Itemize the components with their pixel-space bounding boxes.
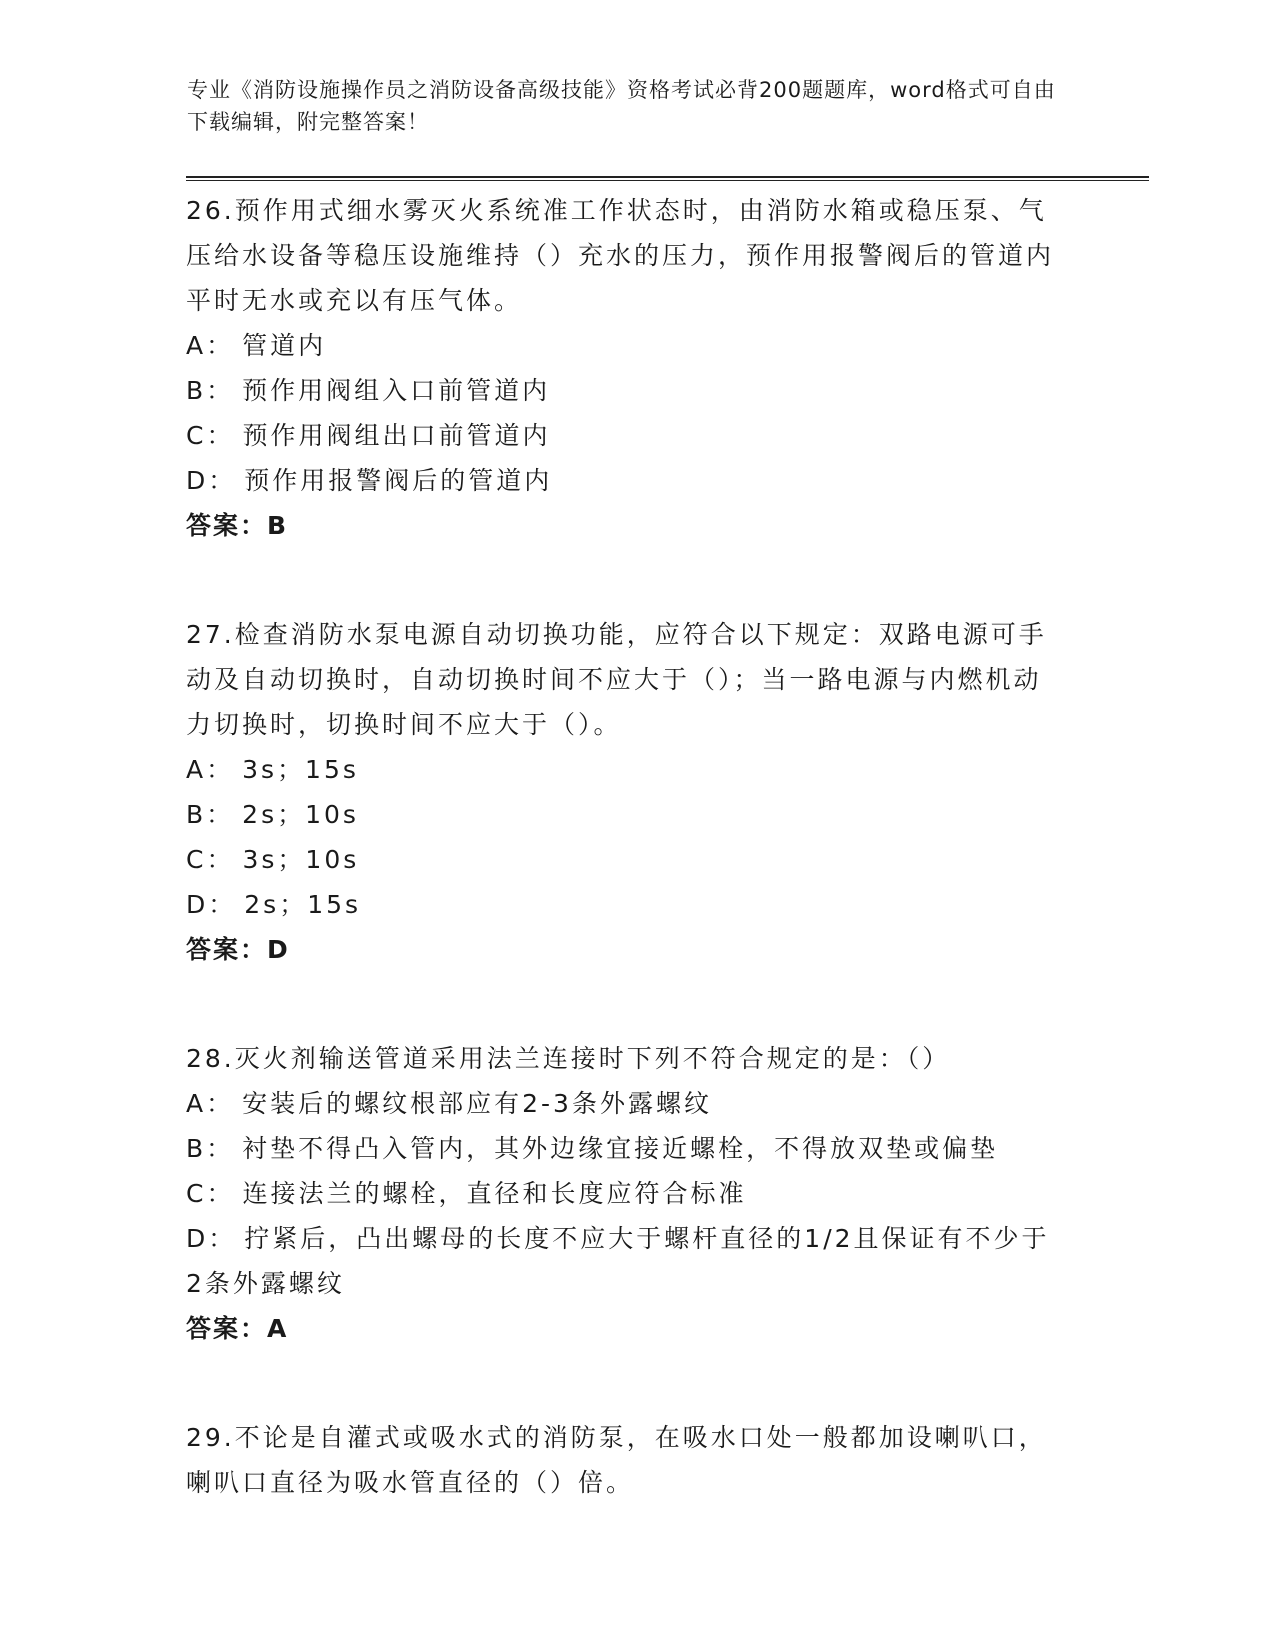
option-list	[186, 1081, 1086, 1306]
option-separator: ：	[206, 331, 235, 360]
question-29	[186, 1415, 1086, 1505]
question-28	[186, 1036, 1086, 1351]
option-text: 2s；15s	[244, 890, 362, 919]
option-letter: C	[186, 845, 207, 874]
option-c	[186, 837, 1066, 882]
option-letter: B	[186, 1134, 207, 1163]
option-d	[186, 882, 1066, 927]
answer-label: 答案：	[186, 935, 268, 964]
header-divider	[186, 176, 1149, 181]
option-d	[186, 458, 1066, 503]
option-separator: ：	[208, 466, 237, 495]
option-letter: B	[186, 800, 207, 829]
option-letter: A	[186, 331, 207, 360]
option-letter: D	[186, 466, 209, 495]
option-text: 衬垫不得凸入管内，其外边缘宜接近螺栓，不得放双垫或偏垫	[242, 1134, 999, 1163]
option-separator: ：	[206, 1134, 235, 1163]
answer-value: B	[267, 511, 289, 540]
answer-value: A	[267, 1314, 289, 1343]
answer-label: 答案：	[186, 1314, 268, 1343]
option-separator: ：	[208, 1224, 237, 1253]
option-text: 3s；10s	[242, 845, 360, 874]
option-text: 预作用报警阀后的管道内	[244, 466, 553, 495]
option-d	[186, 1216, 1066, 1306]
question-text: 29.不论是自灌式或吸水式的消防泵，在吸水口处一般都加设喇叭口，喇叭口直径为吸水管直径的（）倍。	[186, 1423, 1047, 1497]
option-separator: ：	[206, 1089, 235, 1118]
question-text: 28.灭火剂输送管道采用法兰连接时下列不符合规定的是：（）	[186, 1044, 951, 1073]
question-text: 27.检查消防水泵电源自动切换功能，应符合以下规定：双路电源可手动及自动切换时，自动切换时间不应大于（）；当一路电源与内燃机动力切换时，切换时间不应大于（）。	[186, 620, 1047, 739]
question-text: 26.预作用式细水雾灭火系统准工作状态时，由消防水箱或稳压泵、气压给水设备等稳压设施维持（）充水的压力，预作用报警阀后的管道内平时无水或充以有压气体。	[186, 196, 1055, 315]
option-letter: D	[186, 1224, 209, 1253]
option-separator: ：	[206, 755, 235, 784]
option-letter: C	[186, 1179, 207, 1208]
question-26	[186, 188, 1086, 548]
option-text: 安装后的螺纹根部应有2-3条外露螺纹	[242, 1089, 712, 1118]
page-header	[187, 74, 1067, 138]
option-separator: ：	[206, 421, 235, 450]
option-separator: ：	[206, 800, 235, 829]
option-c	[186, 413, 1066, 458]
question-27	[186, 612, 1086, 972]
option-b	[186, 368, 1066, 413]
option-b	[186, 1126, 1066, 1171]
answer-label: 答案：	[186, 511, 268, 540]
option-letter: B	[186, 376, 207, 405]
option-letter: D	[186, 890, 209, 919]
option-separator: ：	[208, 890, 237, 919]
option-text: 3s；15s	[242, 755, 359, 784]
answer-line	[186, 503, 1086, 548]
option-separator: ：	[206, 376, 235, 405]
answer-value: D	[267, 935, 290, 964]
option-text: 连接法兰的螺栓，直径和长度应符合标准	[242, 1179, 747, 1208]
option-separator: ：	[206, 1179, 235, 1208]
answer-line	[186, 927, 1086, 972]
option-b	[186, 792, 1066, 837]
option-letter: A	[186, 755, 207, 784]
header-text: 专业《消防设施操作员之消防设备高级技能》资格考试必背200题题库，word格式可自由下载编辑，附完整答案！	[187, 78, 1056, 134]
option-c	[186, 1171, 1066, 1216]
option-a	[186, 747, 1066, 792]
option-text: 管道内	[242, 331, 327, 360]
option-text: 预作用阀组出口前管道内	[242, 421, 551, 450]
option-text: 2s；10s	[242, 800, 359, 829]
option-letter: A	[186, 1089, 207, 1118]
option-separator: ：	[206, 845, 235, 874]
question-list	[186, 188, 1086, 1569]
option-text: 拧紧后，凸出螺母的长度不应大于螺杆直径的1/2且保证有不少于2条外露螺纹	[186, 1224, 1050, 1298]
option-list	[186, 323, 1086, 503]
option-list	[186, 747, 1086, 927]
option-a	[186, 1081, 1066, 1126]
option-letter: C	[186, 421, 207, 450]
answer-line	[186, 1306, 1086, 1351]
option-a	[186, 323, 1066, 368]
option-text: 预作用阀组入口前管道内	[242, 376, 551, 405]
